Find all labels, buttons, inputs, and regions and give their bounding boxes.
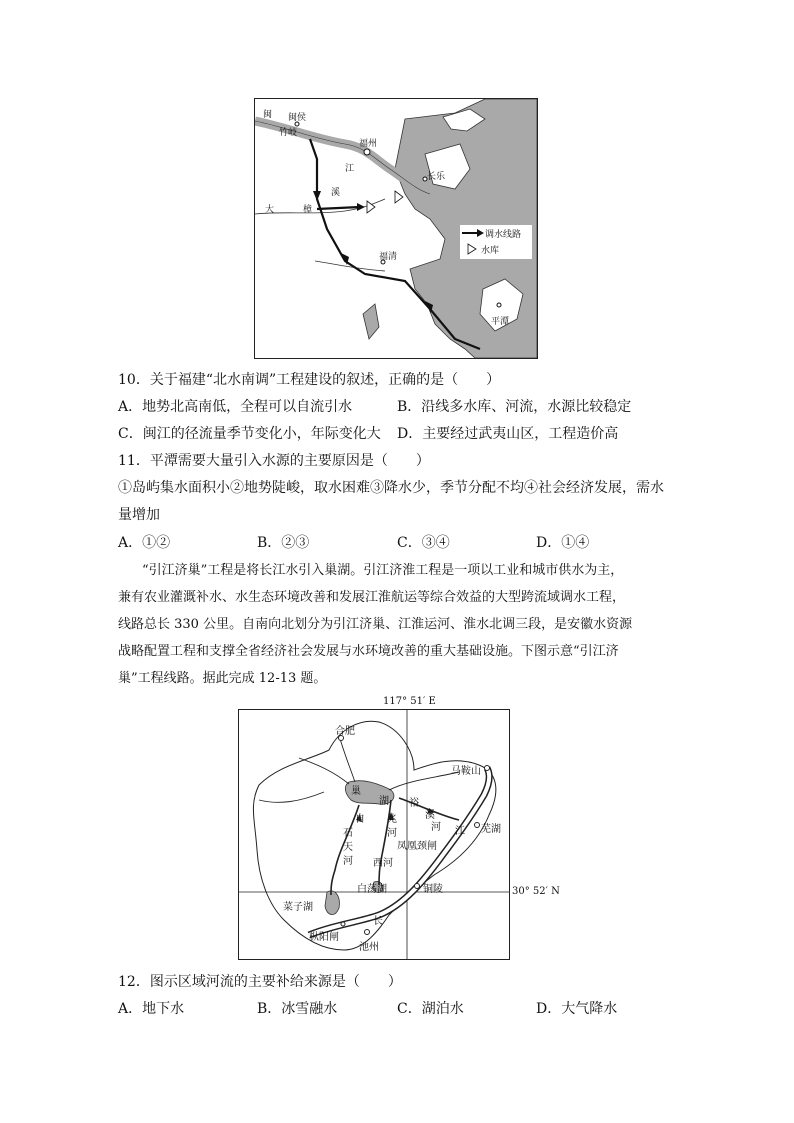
q11-option-c[interactable]: C．③④ xyxy=(397,535,450,551)
label-fuqing: 福清 xyxy=(379,252,398,262)
fuzhou-marker xyxy=(364,149,370,155)
reservoir-marker xyxy=(367,201,375,213)
label-xihe: 西河 xyxy=(373,858,393,869)
label-da: 大 xyxy=(265,205,275,215)
wuhu-marker xyxy=(475,823,480,828)
label-caizihu: 菜子湖 xyxy=(283,902,313,913)
label-xi: 溪 xyxy=(425,810,435,821)
latitude-label: 30° 52′ N xyxy=(512,886,560,897)
fujian-water-diversion-map xyxy=(254,98,538,359)
label-hefei: 合肥 xyxy=(335,726,355,737)
q12-option-b[interactable]: B．冰雪融水 xyxy=(257,1001,338,1017)
q11-stem: 11．平潭需要大量引入水源的主要原因是（ ） xyxy=(118,453,430,469)
label-zhang: 樟 xyxy=(303,205,313,215)
label-minhou: 闽侯 xyxy=(288,113,307,123)
q12-option-a[interactable]: A．地下水 xyxy=(118,1001,185,1017)
label-changle: 长乐 xyxy=(427,172,446,182)
label-pingtan: 平潭 xyxy=(491,317,510,327)
label-jiang: 江 xyxy=(345,164,355,174)
q10-option-b[interactable]: B．沿线多水库、河流，水源比较稳定 xyxy=(397,399,632,415)
zongyang-marker xyxy=(341,922,345,926)
reservoir-marker xyxy=(395,191,403,203)
label-he2: 河 xyxy=(387,828,397,839)
label-fuzhou: 福州 xyxy=(359,139,378,149)
diversion-branch xyxy=(317,207,360,209)
label-wuhu: 芜湖 xyxy=(481,824,501,835)
label-tongling: 铜陵 xyxy=(423,884,443,895)
label-zhuqi: 竹岐 xyxy=(279,128,298,138)
passage-line-5: 巢”工程线路。据此完成 12-13 题。 xyxy=(118,671,327,686)
pingtan-marker xyxy=(497,303,501,307)
legend-reservoir-label: 水库 xyxy=(481,246,500,256)
maanshan-marker xyxy=(485,766,490,771)
q10-option-a[interactable]: A．地势北高南低，全程可以自流引水 xyxy=(118,399,353,415)
q11-option-b[interactable]: B．②③ xyxy=(257,535,310,551)
chizhou-marker xyxy=(365,930,370,935)
q10-stem: 10．关于福建“北水南调”工程建设的叙述，正确的是（ ） xyxy=(118,372,501,388)
q11-option-a[interactable]: A．①② xyxy=(118,535,171,551)
longitude-label: 117° 51′ E xyxy=(383,696,436,707)
q10-option-d[interactable]: D．主要经过武夷山区，工程造价高 xyxy=(397,426,619,442)
label-shi: 石 xyxy=(343,828,353,839)
label-chao: 巢 xyxy=(351,786,361,797)
route-arrow xyxy=(313,191,321,201)
south-river xyxy=(315,261,385,271)
island-south xyxy=(363,304,379,339)
q12-option-d[interactable]: D．大气降水 xyxy=(536,1001,618,1017)
label-yu: 裕 xyxy=(409,798,419,809)
tongling-marker xyxy=(415,884,420,889)
label-maanshan: 马鞍山 xyxy=(451,766,481,777)
legend-route-label: 调水线路 xyxy=(485,230,522,240)
label-chizhou: 池州 xyxy=(359,942,379,953)
route-arrow xyxy=(357,203,365,211)
label-fenghuangjingzha: 凤凰颈闸 xyxy=(397,841,437,852)
anhui-water-diversion-map xyxy=(238,709,510,960)
passage-line-2: 兼有农业灌溉补水、水生态环境改善和发展江淮航运等综合效益的大型跨流域调水工程， xyxy=(118,590,626,605)
passage-line-1: “引江济巢”工程是将长江水引入巢湖。引江济淮工程是一项以工业和城市供水为主， xyxy=(142,563,624,578)
label-he1: 河 xyxy=(431,822,441,833)
passage-line-3: 线路总长 330 公里。自南向北划分为引江济巢、江淮运河、淮水北调三段，是安徽水资源 xyxy=(118,617,633,632)
q11-option-d[interactable]: D．①④ xyxy=(536,535,590,551)
label-xi: 溪 xyxy=(331,188,341,198)
q12-stem: 12．图示区域河流的主要补给来源是（ ） xyxy=(118,974,402,990)
label-tian: 天 xyxy=(343,842,353,853)
q10-option-c[interactable]: C．闽江的径流量季节变化小，年际变化大 xyxy=(118,426,381,442)
q12-option-c[interactable]: C．湖泊水 xyxy=(397,1001,464,1017)
label-jiang: 江 xyxy=(455,826,465,837)
q11-statements-line2: 量增加 xyxy=(118,507,160,523)
label-zhao: 兆 xyxy=(387,814,397,825)
caizihu-lake xyxy=(325,891,339,915)
label-zi: 自 xyxy=(355,814,365,825)
label-he3: 河 xyxy=(343,856,353,867)
label-baidanghu: 白荡湖 xyxy=(357,884,387,895)
label-hu: 湖 xyxy=(379,796,389,807)
passage-line-4: 战略配置工程和支撑全省经济社会发展与水环境改善的重大基础设施。下图示意“引江济 xyxy=(118,644,619,659)
label-chang: 长 xyxy=(373,916,383,927)
label-min: 闽 xyxy=(263,110,273,120)
q11-statements-line1: ①岛屿集水面积小②地势陡峻，取水困难③降水少，季节分配不均④社会经济发展，需水 xyxy=(118,480,664,496)
label-zongyangzha: 枞阳闸 xyxy=(309,932,339,943)
